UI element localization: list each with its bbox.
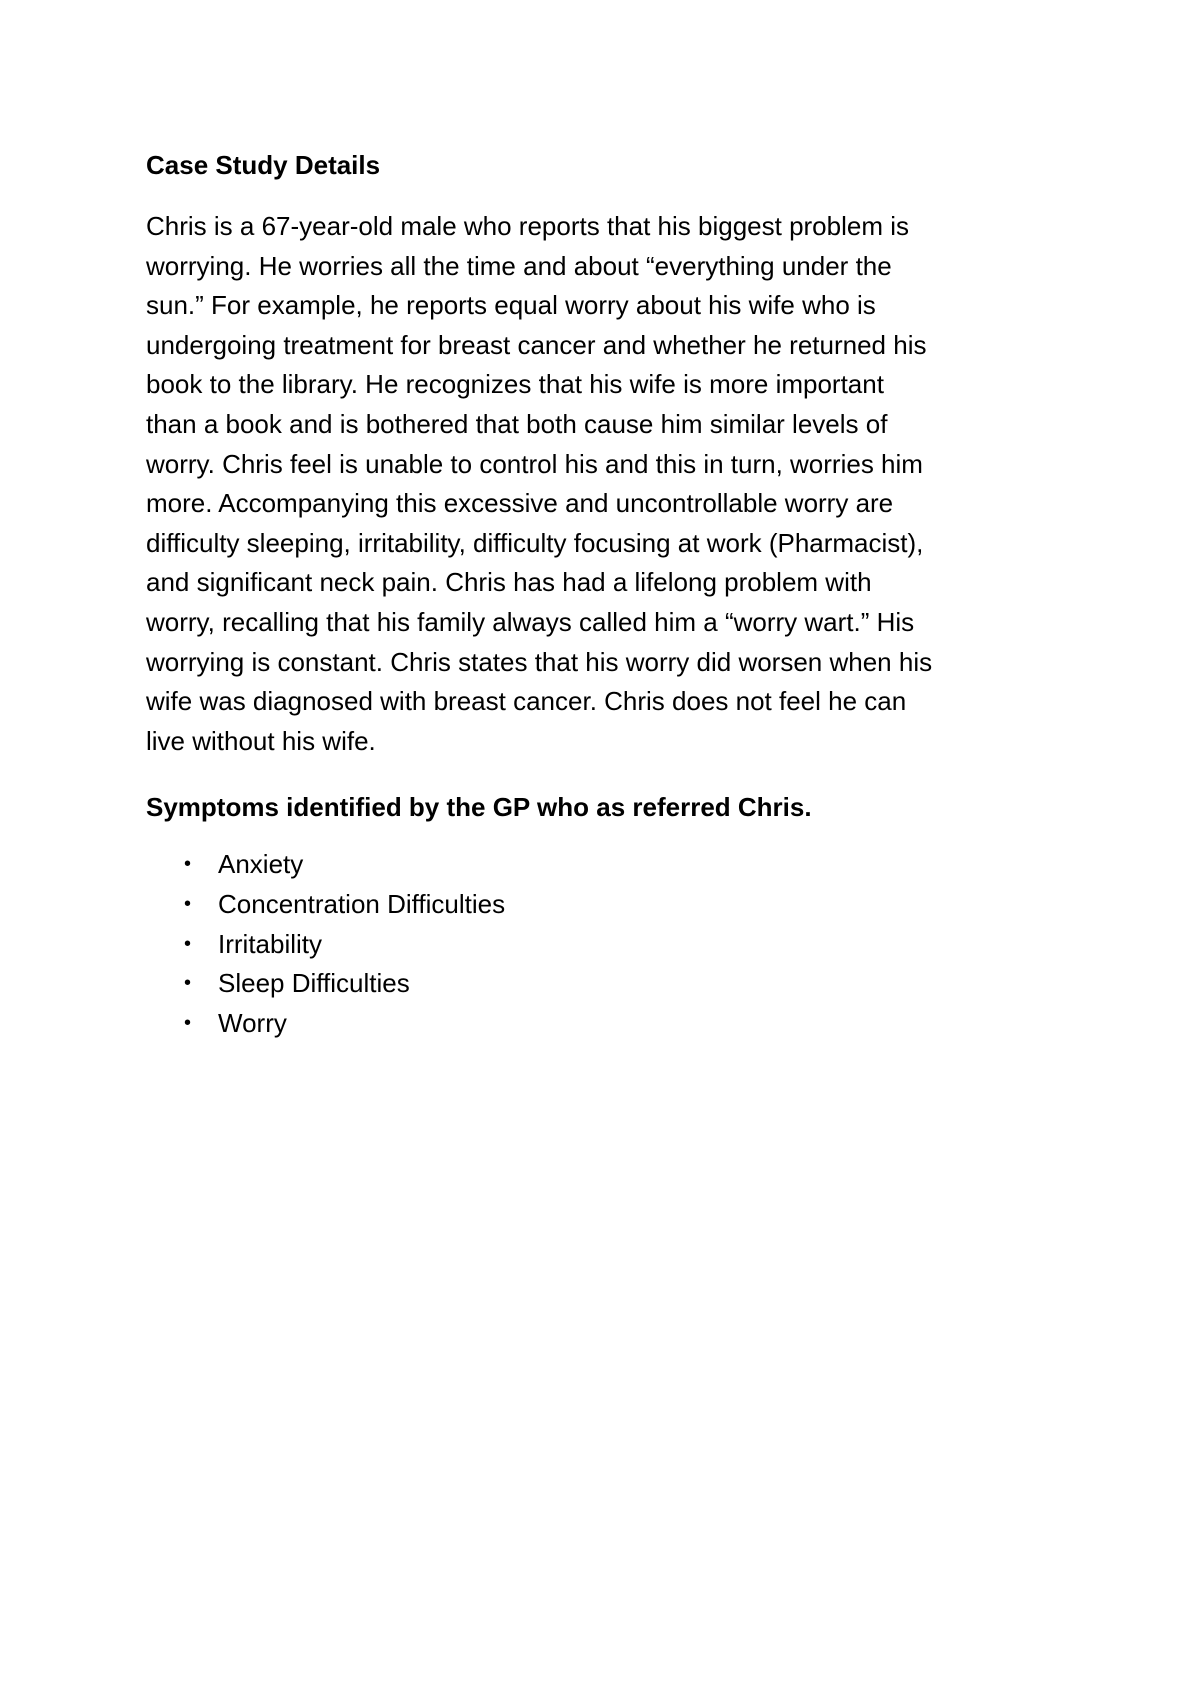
bullet-icon: • xyxy=(184,932,192,955)
paragraph-line: and significant neck pain. Chris has had a lifelong problem with xyxy=(146,567,872,598)
symptom-label: Irritability xyxy=(218,928,323,959)
document-page xyxy=(146,145,1076,1043)
paragraph-line: worry, recalling that his family always called him a “worry wart.” His xyxy=(146,606,915,637)
page-title: Case Study Details xyxy=(146,150,381,180)
bullet-icon: • xyxy=(184,1011,192,1034)
paragraph-line: more. Accompanying this excessive and uncontrollable worry are xyxy=(146,488,894,519)
list-item xyxy=(146,925,1076,965)
paragraph-line: book to the library. He recognizes that his wife is more important xyxy=(146,369,884,400)
symptom-label: Sleep Difficulties xyxy=(218,968,410,999)
bullet-icon: • xyxy=(184,972,192,995)
paragraph-line: worrying. He worries all the time and about “everything under the xyxy=(146,250,892,281)
paragraph-line: difficulty sleeping, irritability, difficulty focusing at work (Pharmacist), xyxy=(146,527,924,558)
symptoms-heading: Symptoms identified by the GP who as referred Chris. xyxy=(146,792,812,823)
paragraph-line: undergoing treatment for breast cancer and whether he returned his xyxy=(146,329,927,360)
list-item xyxy=(146,845,1076,885)
paragraph-line: worrying is constant. Chris states that his worry did worsen when his xyxy=(146,646,933,677)
symptoms-list xyxy=(146,845,1076,1043)
symptom-label: Concentration Difficulties xyxy=(218,888,506,919)
bullet-icon: • xyxy=(184,892,192,915)
symptom-label: Worry xyxy=(218,1007,287,1038)
paragraph-line: Chris is a 67-year-old male who reports that his biggest problem is xyxy=(146,211,910,241)
paragraph-line: wife was diagnosed with breast cancer. Chris does not feel he can xyxy=(146,686,907,717)
list-item xyxy=(146,885,1076,925)
paragraph-line: worry. Chris feel is unable to control his and this in turn, worries him xyxy=(146,448,923,479)
list-item xyxy=(146,964,1076,1004)
paragraph-line: than a book and is bothered that both cause him similar levels of xyxy=(146,408,888,439)
paragraph-line: sun.” For example, he reports equal worry about his wife who is xyxy=(146,290,876,321)
list-item xyxy=(146,1004,1076,1044)
paragraph-line: live without his wife. xyxy=(146,725,376,756)
case-description-paragraph xyxy=(146,207,1076,761)
symptom-label: Anxiety xyxy=(218,849,304,880)
bullet-icon: • xyxy=(184,853,192,876)
